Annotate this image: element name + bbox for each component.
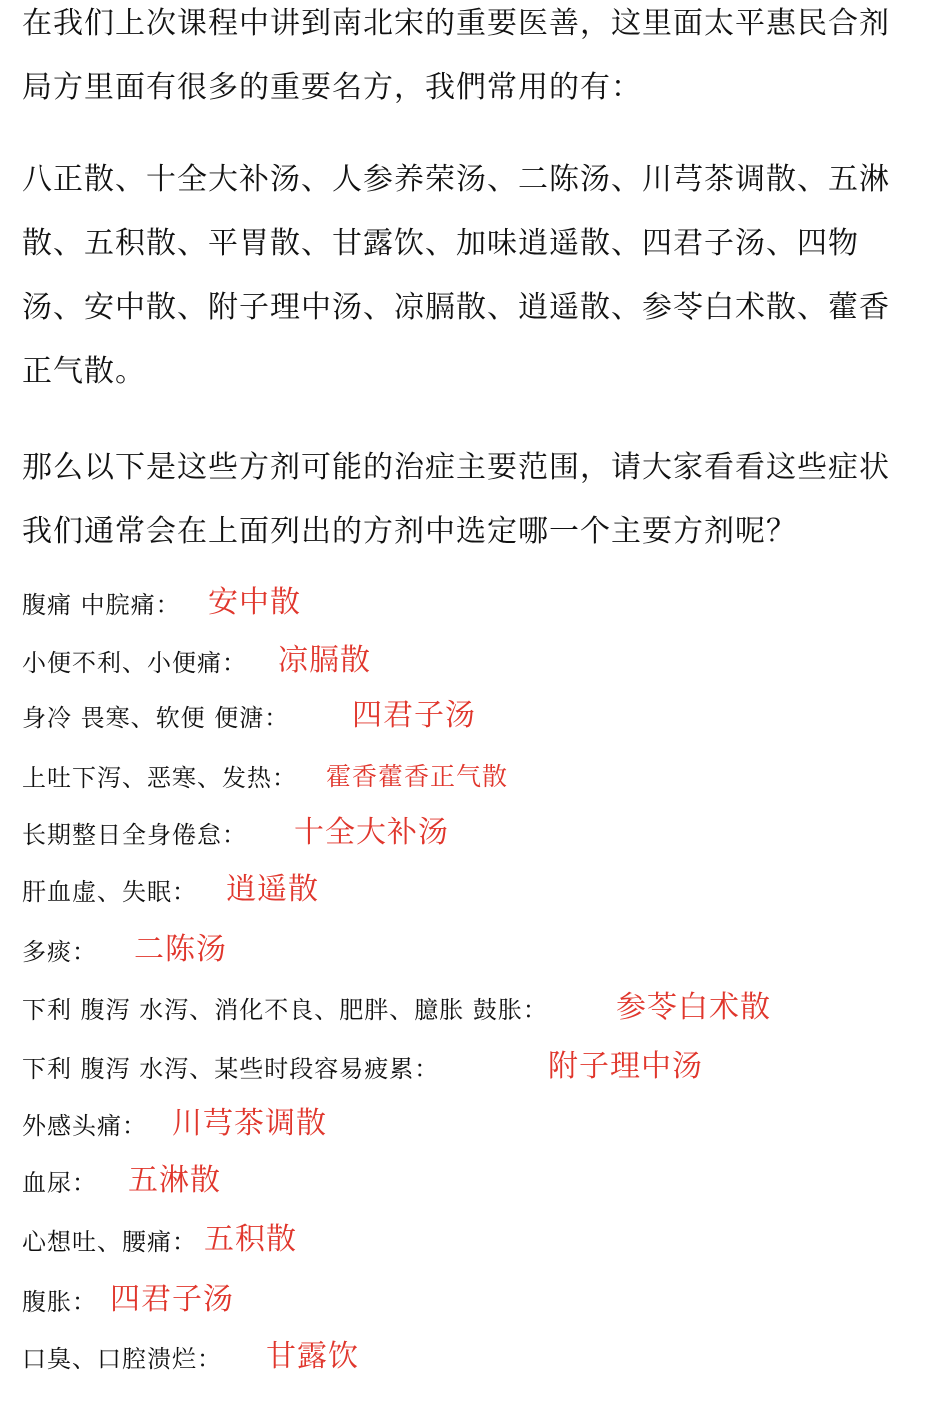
formula-answer: 安中散: [208, 585, 301, 620]
formula-answer: 十全大补汤: [294, 815, 449, 850]
formula-answer: 霍香藿香正气散: [326, 762, 509, 791]
formula-answer: 五积散: [204, 1222, 297, 1257]
symptom-text: 下利 腹泻 水泻、消化不良、肥胖、臆胀 鼓胀：: [22, 996, 548, 1024]
symptom-text: 上吐下泻、恶寒、发热：: [22, 764, 297, 792]
formula-answer: 甘露饮: [266, 1339, 359, 1374]
symptom-text: 外感头痛：: [22, 1112, 147, 1140]
symptom-text: 口臭、口腔溃烂：: [22, 1345, 222, 1373]
formula-answer: 逍遥散: [226, 872, 319, 907]
symptom-text: 多痰：: [22, 938, 97, 966]
symptom-text: 肝血虚、失眠：: [22, 878, 197, 906]
symptom-text: 腹痛 中脘痛：: [22, 591, 181, 619]
symptom-text: 心想吐、腰痛：: [22, 1228, 197, 1256]
symptom-text: 身冷 畏寒、软便 便溏：: [22, 704, 290, 732]
symptom-text: 长期整日全身倦怠：: [22, 821, 247, 849]
formula-list-paragraph: 八正散、十全大补汤、人参养荣汤、二陈汤、川芎茶调散、五淋散、五积散、平胃散、甘露饮、加味逍遥散、四君子汤、四物汤、安中散、附子理中汤、凉膈散、逍遥散、参苓白术散、藿香正气散。: [22, 162, 890, 389]
formula-answer: 川芎茶调散: [172, 1106, 327, 1141]
formula-answer: 凉膈散: [278, 643, 371, 678]
symptom-text: 下利 腹泻 水泻、某些时段容易疲累：: [22, 1055, 440, 1083]
formula-answer: 二陈汤: [134, 932, 227, 967]
formula-answer: 四君子汤: [110, 1282, 234, 1317]
formula-answer: 附子理中汤: [548, 1049, 703, 1084]
formula-answer: 五淋散: [128, 1163, 221, 1198]
symptom-text: 血尿：: [22, 1169, 97, 1197]
symptom-text: 小便不利、小便痛：: [22, 649, 247, 677]
question-paragraph: 那么以下是这些方剂可能的治症主要范围，请大家看看这些症状我们通常会在上面列出的方剂中选定哪一个主要方剂呢？: [22, 450, 890, 549]
symptom-text: 腹胀：: [22, 1288, 97, 1316]
intro-paragraph: 在我们上次课程中讲到南北宋的重要医善，这里面太平惠民合剂局方里面有很多的重要名方，我們常用的有：: [22, 6, 890, 105]
formula-answer: 四君子汤: [352, 698, 476, 733]
formula-answer: 参苓白术散: [616, 990, 771, 1025]
